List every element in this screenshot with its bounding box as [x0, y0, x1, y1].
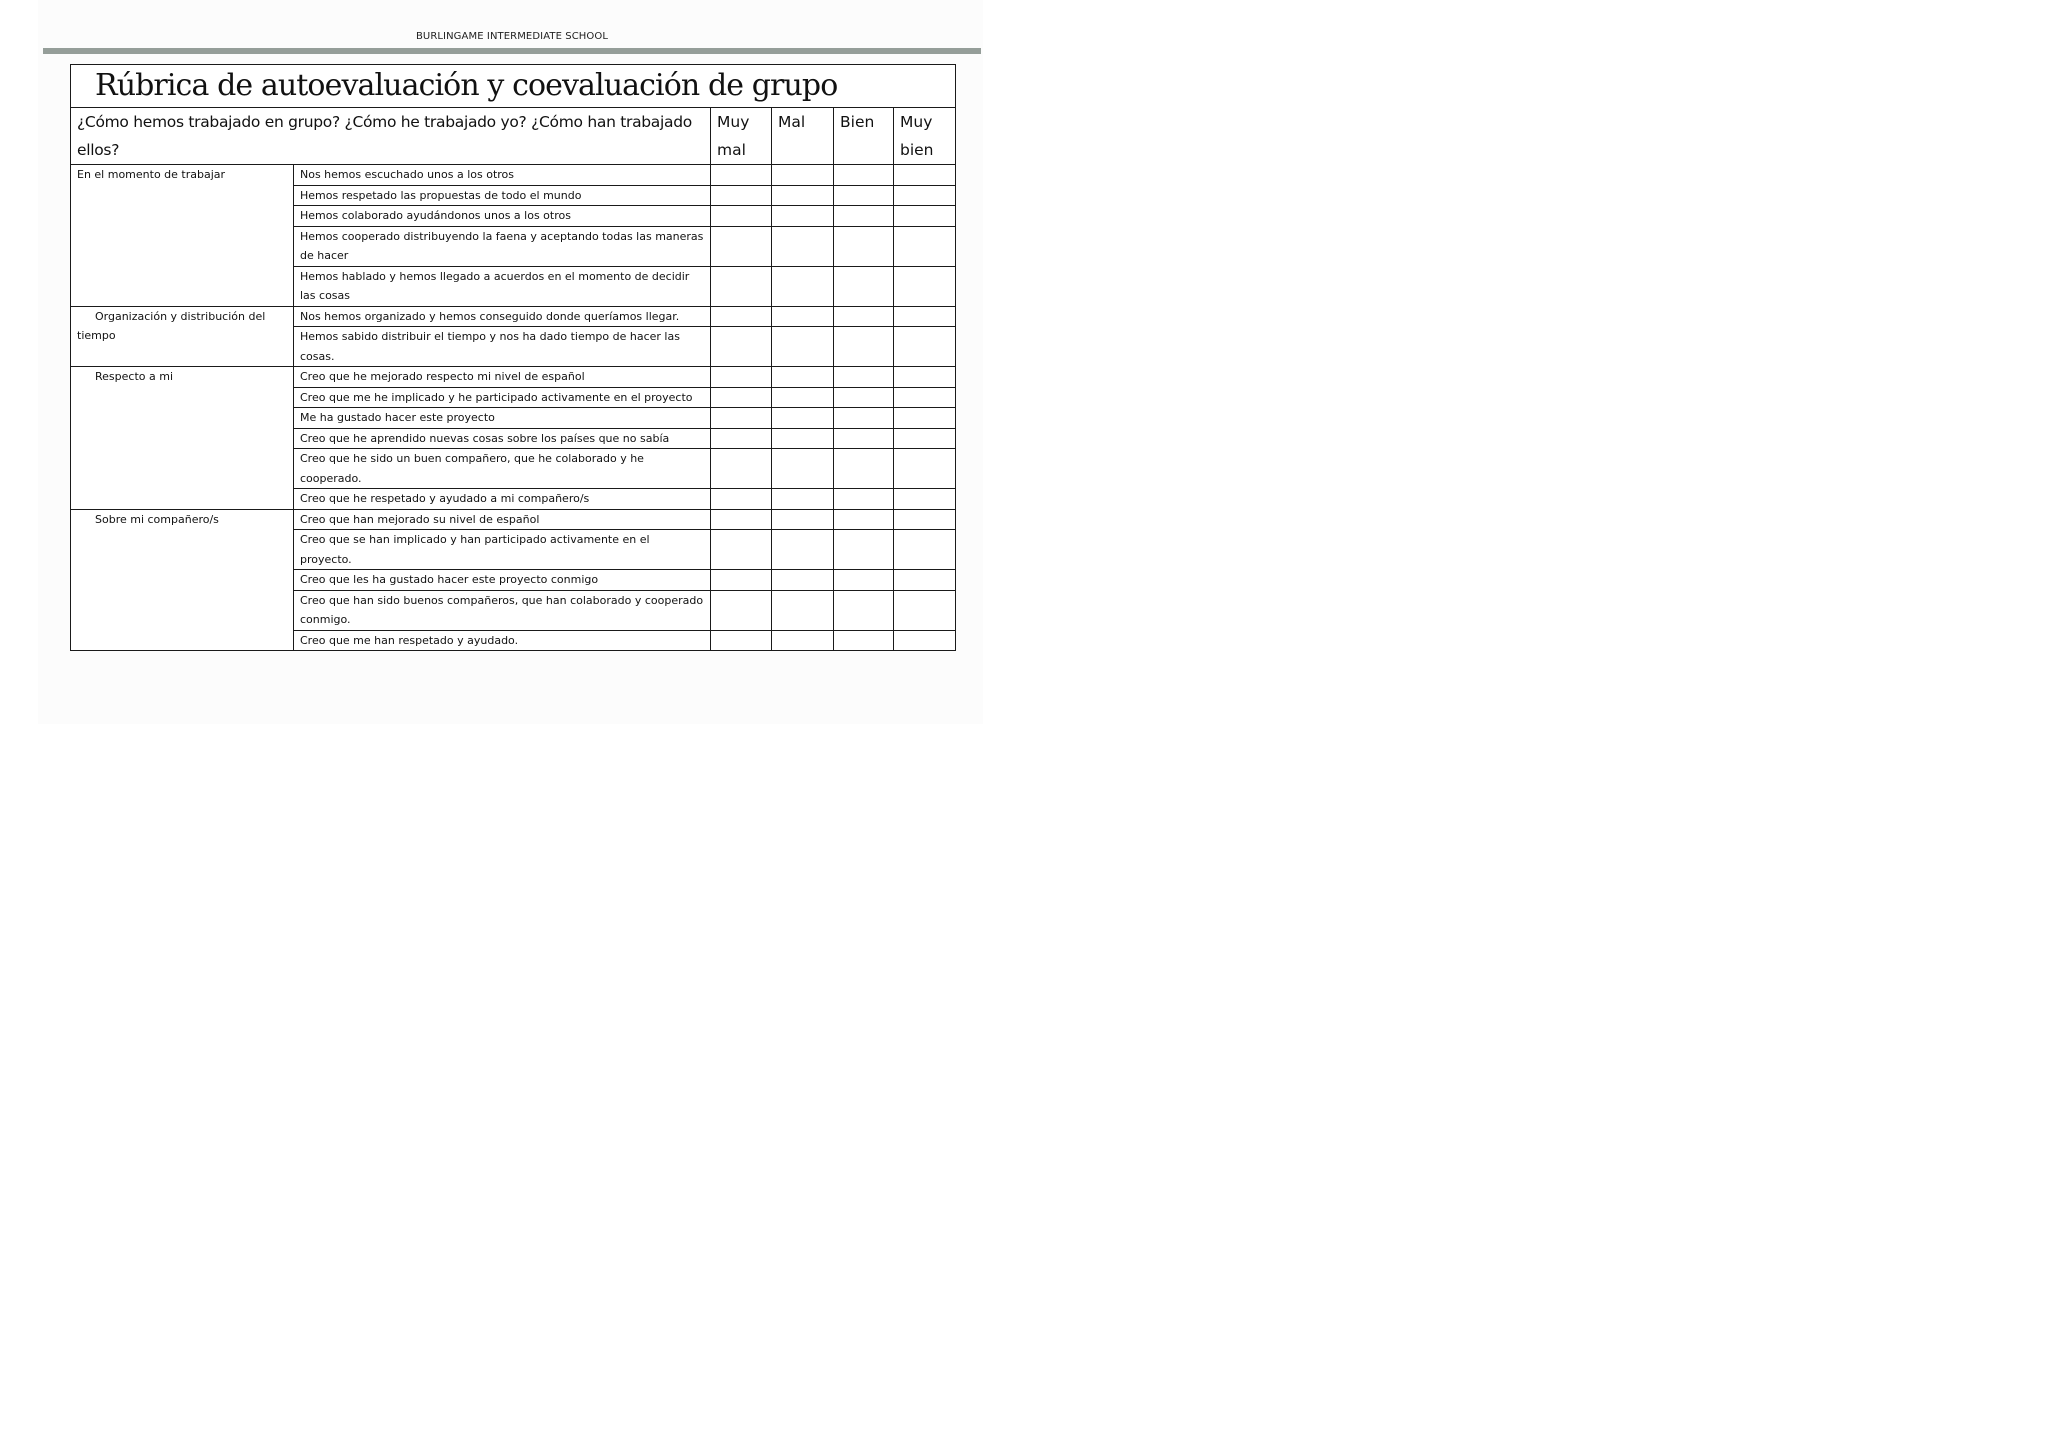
criteria-row — [71, 367, 956, 388]
rating-cell-muy-bien[interactable] — [894, 367, 956, 388]
rating-cell-bien[interactable] — [834, 590, 894, 630]
rating-cell-muy-bien[interactable] — [894, 530, 956, 570]
criteria-row — [71, 306, 956, 327]
school-header: BURLINGAME INTERMEDIATE SCHOOL — [415, 31, 609, 42]
rating-cell-muy-bien[interactable] — [894, 306, 956, 327]
rating-cell-bien[interactable] — [834, 449, 894, 489]
rating-cell-muy-bien[interactable] — [894, 165, 956, 186]
rating-cell-muy-bien[interactable] — [894, 387, 956, 408]
criterion-text: Creo que me he implicado y he participado activamente en el proyecto — [294, 387, 711, 408]
criterion-text: Creo que se han implicado y han participado activamente en el proyecto. — [294, 530, 711, 570]
rating-cell-muy-mal[interactable] — [711, 570, 772, 591]
rating-cell-bien[interactable] — [834, 206, 894, 227]
category-label — [71, 509, 294, 651]
criterion-text: Creo que han mejorado su nivel de español — [294, 509, 711, 530]
category-label — [71, 306, 294, 367]
rating-cell-bien[interactable] — [834, 266, 894, 306]
rating-cell-muy-bien[interactable] — [894, 428, 956, 449]
rating-cell-mal[interactable] — [772, 408, 834, 429]
criterion-text: Creo que he respetado y ayudado a mi compañero/s — [294, 489, 711, 510]
criterion-text: Creo que han sido buenos compañeros, que han colaborado y cooperado conmigo. — [294, 590, 711, 630]
guiding-question-text: ¿Cómo hemos trabajado en grupo? ¿Cómo he trabajado yo? ¿Cómo han trabajado ellos? — [77, 113, 692, 159]
rating-cell-mal[interactable] — [772, 165, 834, 186]
criterion-text: Hemos respetado las propuestas de todo el mundo — [294, 185, 711, 206]
rating-cell-muy-mal[interactable] — [711, 165, 772, 186]
criterion-text: Nos hemos escuchado unos a los otros — [294, 165, 711, 186]
rating-cell-mal[interactable] — [772, 590, 834, 630]
rating-cell-bien[interactable] — [834, 165, 894, 186]
guiding-question — [71, 108, 711, 165]
rating-cell-muy-mal[interactable] — [711, 428, 772, 449]
rating-cell-bien[interactable] — [834, 489, 894, 510]
scale-header-bien: Bien — [834, 108, 894, 165]
rating-cell-muy-bien[interactable] — [894, 590, 956, 630]
rating-cell-mal[interactable] — [772, 306, 834, 327]
rating-cell-mal[interactable] — [772, 327, 834, 367]
rating-cell-bien[interactable] — [834, 570, 894, 591]
category-label-text: Respecto a mi — [95, 370, 173, 383]
criteria-row — [71, 509, 956, 530]
rating-cell-mal[interactable] — [772, 630, 834, 651]
rating-cell-muy-mal[interactable] — [711, 367, 772, 388]
rating-cell-muy-mal[interactable] — [711, 185, 772, 206]
rating-cell-muy-bien[interactable] — [894, 327, 956, 367]
rating-cell-bien[interactable] — [834, 387, 894, 408]
rating-cell-muy-bien[interactable] — [894, 185, 956, 206]
rubric-title: Rúbrica de autoevaluación y coevaluación de grupo — [71, 65, 956, 108]
rating-cell-muy-mal[interactable] — [711, 306, 772, 327]
scale-header-muy-mal: Muy mal — [711, 108, 772, 165]
rating-cell-muy-bien[interactable] — [894, 408, 956, 429]
rating-cell-bien[interactable] — [834, 408, 894, 429]
rating-cell-mal[interactable] — [772, 489, 834, 510]
rating-cell-muy-bien[interactable] — [894, 206, 956, 227]
rating-cell-muy-mal[interactable] — [711, 327, 772, 367]
category-label-text: Sobre mi compañero/s — [95, 512, 219, 526]
rating-cell-muy-bien[interactable] — [894, 489, 956, 510]
rating-cell-mal[interactable] — [772, 226, 834, 266]
rating-cell-muy-mal[interactable] — [711, 489, 772, 510]
criterion-text: Nos hemos organizado y hemos conseguido donde queríamos llegar. — [294, 306, 711, 327]
rating-cell-muy-bien[interactable] — [894, 570, 956, 591]
rating-cell-muy-bien[interactable] — [894, 226, 956, 266]
rating-cell-muy-mal[interactable] — [711, 509, 772, 530]
header-rule — [43, 48, 981, 54]
criterion-text: Hemos colaborado ayudándonos unos a los otros — [294, 206, 711, 227]
rating-cell-mal[interactable] — [772, 266, 834, 306]
criteria-row — [71, 165, 956, 186]
rating-cell-bien[interactable] — [834, 185, 894, 206]
criterion-text: Creo que he mejorado respecto mi nivel de español — [294, 367, 711, 388]
scale-header-muy-bien: Muy bien — [894, 108, 956, 165]
rating-cell-bien[interactable] — [834, 530, 894, 570]
rating-cell-muy-mal[interactable] — [711, 449, 772, 489]
criterion-text: Creo que les ha gustado hacer este proyecto conmigo — [294, 570, 711, 591]
rating-cell-mal[interactable] — [772, 570, 834, 591]
criterion-text: Creo que he sido un buen compañero, que he colaborado y he cooperado. — [294, 449, 711, 489]
rating-cell-muy-mal[interactable] — [711, 226, 772, 266]
rating-cell-bien[interactable] — [834, 306, 894, 327]
rating-cell-mal[interactable] — [772, 206, 834, 227]
rating-cell-muy-bien[interactable] — [894, 630, 956, 651]
criterion-text: Hemos hablado y hemos llegado a acuerdos en el momento de decidir las cosas — [294, 266, 711, 306]
rating-cell-bien[interactable] — [834, 226, 894, 266]
criterion-text: Creo que me han respetado y ayudado. — [294, 630, 711, 651]
scale-header-mal: Mal — [772, 108, 834, 165]
rating-cell-muy-mal[interactable] — [711, 408, 772, 429]
rating-cell-muy-mal[interactable] — [711, 387, 772, 408]
rating-cell-mal[interactable] — [772, 367, 834, 388]
category-label-text: En el momento de trabajar — [77, 168, 226, 181]
rating-cell-muy-bien[interactable] — [894, 266, 956, 306]
rating-cell-muy-mal[interactable] — [711, 266, 772, 306]
criterion-text: Creo que he aprendido nuevas cosas sobre los países que no sabía — [294, 428, 711, 449]
rating-cell-bien[interactable] — [834, 327, 894, 367]
criterion-text: Hemos sabido distribuir el tiempo y nos ha dado tiempo de hacer las cosas. — [294, 327, 711, 367]
rating-cell-muy-mal[interactable] — [711, 630, 772, 651]
criterion-text: Hemos cooperado distribuyendo la faena y aceptando todas las maneras de hacer — [294, 226, 711, 266]
rating-cell-bien[interactable] — [834, 509, 894, 530]
rating-cell-mal[interactable] — [772, 530, 834, 570]
rating-cell-muy-mal[interactable] — [711, 206, 772, 227]
rating-cell-muy-bien[interactable] — [894, 509, 956, 530]
category-label-text: Organización y distribución del tiempo — [77, 309, 266, 342]
rating-cell-bien[interactable] — [834, 630, 894, 651]
title-row — [71, 65, 956, 108]
category-label — [71, 367, 294, 510]
rating-cell-muy-mal[interactable] — [711, 530, 772, 570]
rating-cell-muy-bien[interactable] — [894, 449, 956, 489]
rating-cell-mal[interactable] — [772, 449, 834, 489]
criterion-text: Me ha gustado hacer este proyecto — [294, 408, 711, 429]
question-row — [71, 108, 956, 165]
rating-cell-bien[interactable] — [834, 428, 894, 449]
rating-cell-mal[interactable] — [772, 185, 834, 206]
rating-cell-mal[interactable] — [772, 428, 834, 449]
rating-cell-muy-mal[interactable] — [711, 590, 772, 630]
rating-cell-bien[interactable] — [834, 367, 894, 388]
category-label — [71, 165, 294, 307]
rubric-table — [70, 64, 956, 651]
rating-cell-mal[interactable] — [772, 387, 834, 408]
rating-cell-mal[interactable] — [772, 509, 834, 530]
